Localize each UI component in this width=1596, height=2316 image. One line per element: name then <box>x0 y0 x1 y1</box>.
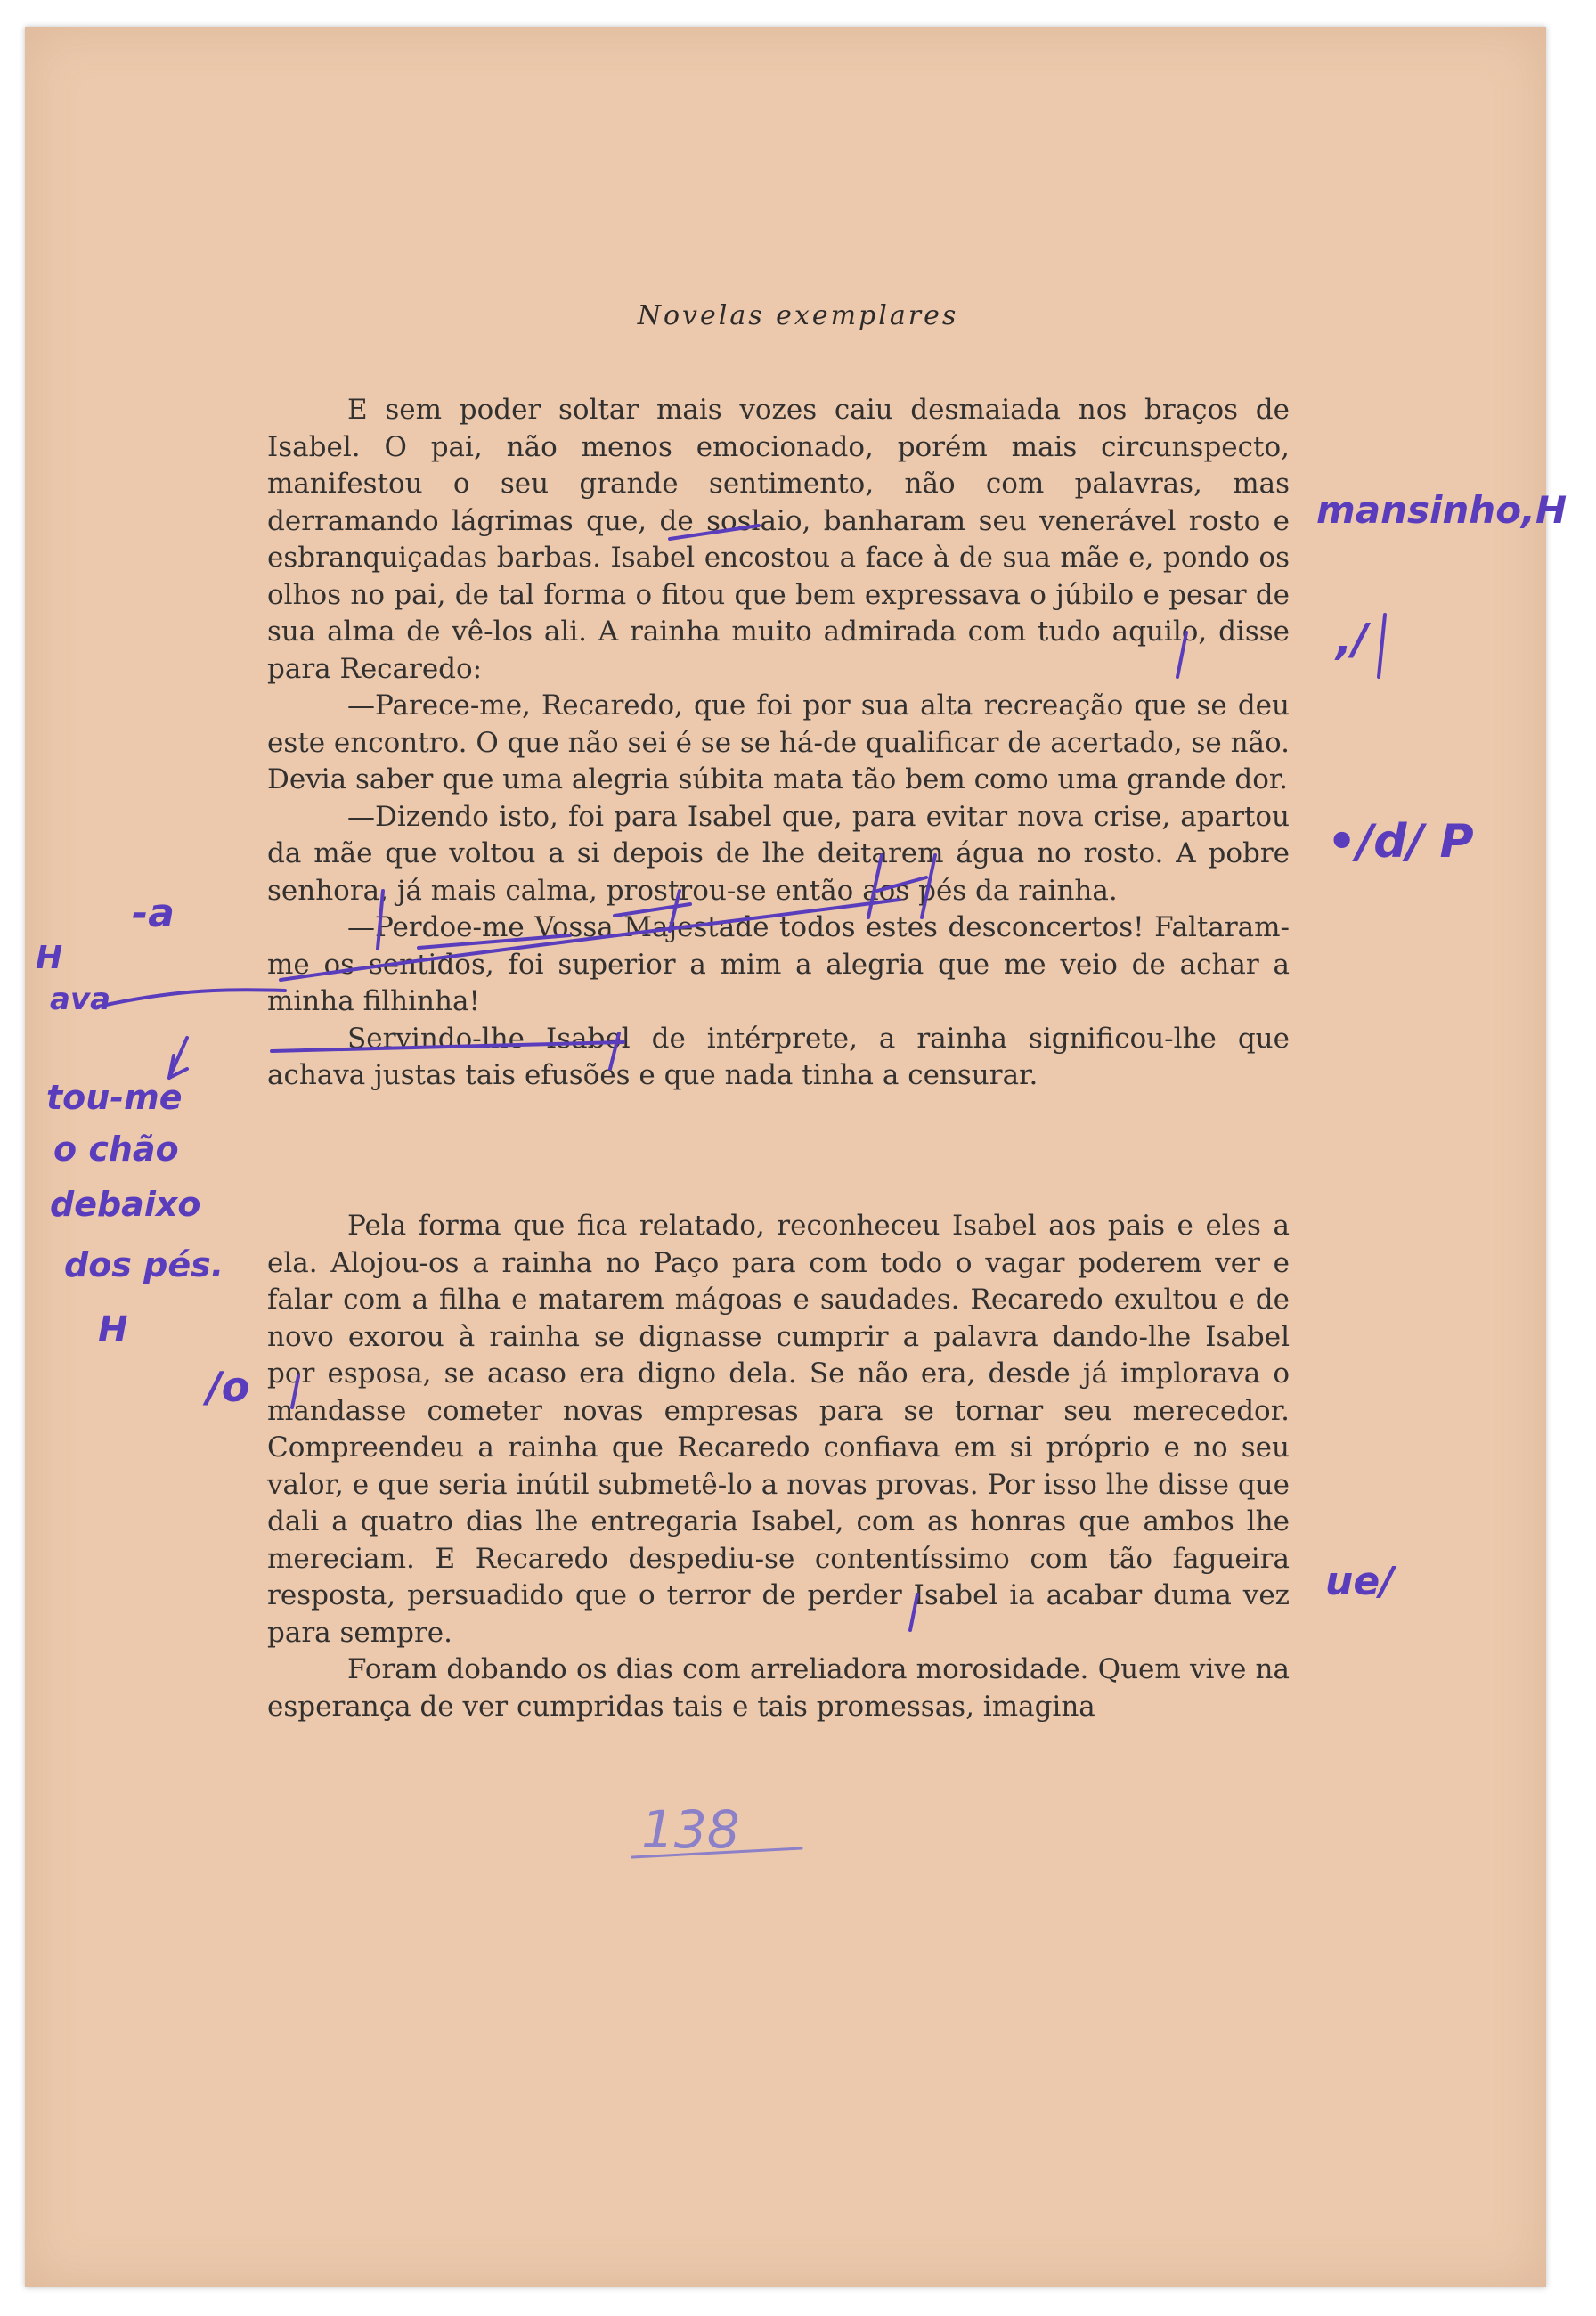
annotation-ava: ava <box>50 982 111 1017</box>
annotation-a: -a <box>132 891 175 936</box>
annotation-tou-me: tou-me <box>46 1078 183 1117</box>
annotation-comma: ,/ <box>1336 615 1368 665</box>
annotation-ue: ue/ <box>1325 1559 1395 1604</box>
slash-mark <box>670 891 680 931</box>
slash-mark <box>378 891 383 949</box>
slash-mark <box>610 1033 619 1069</box>
annotation-o-chao: o chão <box>53 1129 179 1169</box>
annotation-d: •/d/ P <box>1327 815 1474 868</box>
paragraph: Foram dobando os dias com arreliadora morosidade. Quem vive na esperança de ver cumpridas tais e tais promessas, imagina <box>267 1653 1290 1723</box>
slash-mark <box>292 1376 298 1407</box>
slash-mark <box>1177 632 1186 677</box>
annotation-h-top: H <box>36 940 63 976</box>
paragraph: Pela forma que fica relatado, reconheceu Isabel aos pais e eles a ela. Alojou-os a rainha no Paço para com todo o vagar poderem ver e falar com a filha e matarem mágoas e saudades. Recaredo exultou e de novo exorou à rainha se dignasse cumprir a palavra dando-lhe Isabel por esposa, se acaso era digno dela. Se não era, desde já implorava o mandasse cometer novas empresas para se tornar seu merecedor. Compreendeu a rainha que Recaredo confiava em si próprio e no seu valor, e que seria inútil submetê-lo a novas provas. Por isso lhe disse que dali a quatro dias lhe entregaria Isabel, com as honras que ambos lhe mereciam. E Recaredo despediu-se contentíssimo com tão fagueira resposta, persuadido que o terror de perder Isabel ia acabar duma vez para sempre. <box>267 1210 1290 1649</box>
strike-que <box>877 877 926 891</box>
paragraph: E sem poder soltar mais vozes caiu desmaiada nos braços de Isabel. O pai, não menos emocionado, porém mais circunspecto, manifestou o seu grande sentimento, não com palavras, mas derramando lágrimas que, de soslaio, banharam seu venerável rosto e esbranquiçadas barbas. Isabel encostou a face à de sua mãe e, pondo os olhos no pai, de tal forma o fitou que bem expressava o júbilo e pesar de sua alma de vê-los ali. A rainha muito admirada com tudo aquilo, disse para Recaredo: <box>267 394 1290 685</box>
paragraph: —Perdoe-me Vossa Majestade todos estes desconcertos! Faltaram-me os sentidos, foi superior a mim a alegria que me veio de achar a minha filhinha! <box>267 911 1290 1017</box>
insertion-line <box>281 900 900 980</box>
running-header: Novelas exemplares <box>637 300 959 331</box>
slash-mark <box>922 855 935 917</box>
annotation-slash-o: /o <box>207 1363 250 1411</box>
paragraph: —Parece-me, Recaredo, que foi por sua alta recreação que se deu este encontro. O que não sei é se se há-de qualificar de acertado, se não. Devia saber que uma alegria súbita mata tão bem como uma grande dor. <box>267 689 1291 795</box>
annotation-h-bottom: H <box>98 1309 128 1350</box>
slash-mark <box>1379 615 1385 677</box>
annotation-debaixo: debaixo <box>50 1185 201 1224</box>
slash-mark <box>868 855 882 917</box>
slash-mark <box>910 1594 917 1630</box>
annotation-mansinho: mansinho,H <box>1316 488 1568 532</box>
strike-voltou <box>615 904 690 916</box>
annotation-dos-pes: dos pés. <box>64 1245 224 1284</box>
caret-arrow <box>98 990 285 1007</box>
page-number: 138 <box>641 1799 740 1860</box>
strike-faltaram <box>272 1042 623 1051</box>
strike-soslaio <box>670 526 759 539</box>
paragraph: —Dizendo isto, foi para Isabel que, para evitar nova crise, apartou da mãe que voltou a si depois de lhe deitarem água no rosto. A pobre senhora, já mais calma, prostrou-se então aos pés da rainha. <box>267 800 1290 907</box>
paragraph: Servindo-lhe Isabel de intérprete, a rainha significou-lhe que achava justas tais efusões e que nada tinha a censurar. <box>267 1022 1290 1091</box>
page-number-underline <box>632 1848 802 1857</box>
